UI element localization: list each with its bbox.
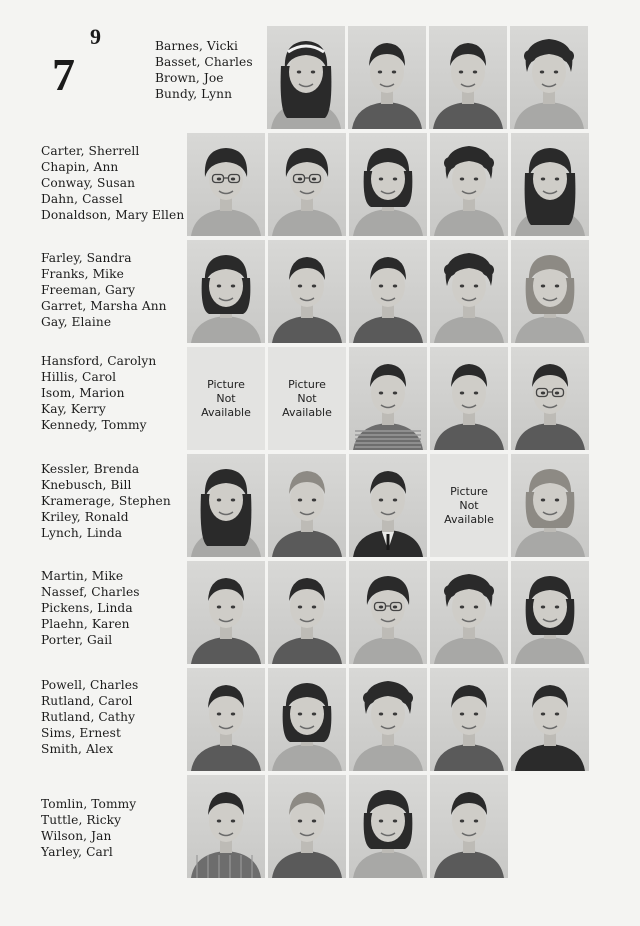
- picture-not-available-text: Picture Not Available: [282, 377, 332, 419]
- portrait-photo: [430, 775, 508, 878]
- portrait-photo: [267, 26, 345, 129]
- photo-row: [187, 347, 589, 450]
- student-name-list: [41, 568, 140, 648]
- portrait-photo: [268, 133, 346, 236]
- student-photo: [267, 26, 345, 129]
- portrait-photo: [511, 454, 589, 557]
- student-name: Barnes, Vicki: [155, 39, 239, 53]
- student-name: Freeman, Gary: [41, 283, 136, 297]
- student-photo: [511, 454, 589, 557]
- student-name: Brown, Joe: [155, 71, 224, 85]
- portrait-photo: [268, 240, 346, 343]
- student-name: Tuttle, Ricky: [41, 813, 122, 827]
- portrait-photo: [349, 454, 427, 557]
- picture-not-available: [430, 454, 508, 557]
- student-photo: [268, 561, 346, 664]
- photo-row: [187, 561, 589, 664]
- student-name: Pickens, Linda: [41, 601, 133, 615]
- photo-row: [267, 26, 588, 129]
- portrait-photo: [511, 668, 589, 771]
- student-name: Farley, Sandra: [41, 251, 132, 265]
- student-photo: [349, 775, 427, 878]
- portrait-photo: [430, 347, 508, 450]
- student-photo: [430, 775, 508, 878]
- student-photo: [511, 668, 589, 771]
- student-photo: [349, 240, 427, 343]
- portrait-photo: [349, 133, 427, 236]
- student-photo: [268, 133, 346, 236]
- student-photo: [268, 454, 346, 557]
- student-photo: [187, 668, 265, 771]
- student-name: Plaehn, Karen: [41, 617, 130, 631]
- portrait-photo: [268, 454, 346, 557]
- portrait-photo: [187, 133, 265, 236]
- portrait-photo: [187, 240, 265, 343]
- student-name: Hansford, Carolyn: [41, 354, 157, 368]
- student-name: Yarley, Carl: [41, 845, 113, 859]
- portrait-photo: [349, 240, 427, 343]
- portrait-photo: [349, 668, 427, 771]
- picture-not-available: [187, 347, 265, 450]
- student-name: Wilson, Jan: [41, 829, 112, 843]
- photo-row: [187, 240, 589, 343]
- student-photo: [268, 775, 346, 878]
- student-photo: [429, 26, 507, 129]
- student-photo: [348, 26, 426, 129]
- photo-row: [187, 454, 589, 557]
- student-name: Kessler, Brenda: [41, 462, 140, 476]
- portrait-photo: [430, 240, 508, 343]
- student-photo: [430, 561, 508, 664]
- student-photo: [430, 347, 508, 450]
- student-photo: [510, 26, 588, 129]
- student-photo: [268, 240, 346, 343]
- photo-row: [187, 775, 508, 878]
- portrait-photo: [511, 347, 589, 450]
- picture-not-available: [268, 347, 346, 450]
- student-name-list: [41, 796, 136, 860]
- student-name: Kramerage, Stephen: [41, 494, 171, 508]
- page-number: 9: [90, 24, 101, 49]
- portrait-photo: [348, 26, 426, 129]
- student-name: Hillis, Carol: [41, 370, 117, 384]
- student-name: Gay, Elaine: [41, 315, 112, 329]
- portrait-photo: [349, 347, 427, 450]
- student-name: Franks, Mike: [41, 267, 124, 281]
- portrait-photo: [349, 561, 427, 664]
- student-photo: [187, 454, 265, 557]
- portrait-photo: [187, 454, 265, 557]
- student-photo: [511, 561, 589, 664]
- student-name: Rutland, Cathy: [41, 710, 136, 724]
- student-name: Martin, Mike: [41, 569, 124, 583]
- student-photo: [187, 133, 265, 236]
- portrait-photo: [349, 775, 427, 878]
- grade-number: 7: [52, 49, 75, 100]
- student-photo: [349, 561, 427, 664]
- student-photo: [349, 133, 427, 236]
- student-name: Basset, Charles: [155, 55, 253, 69]
- portrait-photo: [429, 26, 507, 129]
- student-name: Kay, Kerry: [41, 402, 106, 416]
- student-name: Knebusch, Bill: [41, 478, 132, 492]
- student-name: Kennedy, Tommy: [41, 418, 147, 432]
- portrait-photo: [268, 775, 346, 878]
- student-name: Donaldson, Mary Ellen: [41, 208, 185, 222]
- student-name: Chapin, Ann: [41, 160, 119, 174]
- student-name: Bundy, Lynn: [155, 87, 233, 101]
- student-name: Isom, Marion: [41, 386, 125, 400]
- student-name-list: [41, 143, 184, 223]
- portrait-photo: [430, 668, 508, 771]
- portrait-photo: [268, 668, 346, 771]
- student-photo: [511, 240, 589, 343]
- portrait-photo: [511, 133, 589, 236]
- student-name: Smith, Alex: [41, 742, 114, 756]
- student-name-list: [41, 461, 171, 541]
- student-name: Carter, Sherrell: [41, 144, 140, 158]
- student-name-list: [41, 250, 167, 330]
- portrait-photo: [511, 561, 589, 664]
- portrait-photo: [187, 561, 265, 664]
- student-name: Conway, Susan: [41, 176, 136, 190]
- student-name: Rutland, Carol: [41, 694, 133, 708]
- student-name: Kriley, Ronald: [41, 510, 129, 524]
- student-name: Dahn, Cassel: [41, 192, 123, 206]
- picture-not-available-text: Picture Not Available: [201, 377, 251, 419]
- student-name-list: [155, 38, 253, 102]
- photo-row: [187, 133, 589, 236]
- student-photo: [430, 240, 508, 343]
- portrait-photo: [268, 561, 346, 664]
- student-photo: [349, 347, 427, 450]
- portrait-photo: [511, 240, 589, 343]
- student-photo: [187, 775, 265, 878]
- student-photo: [430, 668, 508, 771]
- photo-row: [187, 668, 589, 771]
- student-photo: [511, 133, 589, 236]
- portrait-photo: [430, 133, 508, 236]
- student-name: Lynch, Linda: [41, 526, 123, 540]
- student-photo: [349, 668, 427, 771]
- student-photo: [187, 561, 265, 664]
- picture-not-available-text: Picture Not Available: [444, 484, 494, 526]
- portrait-photo: [510, 26, 588, 129]
- student-name: Porter, Gail: [41, 633, 113, 647]
- student-photo: [187, 240, 265, 343]
- student-name-list: [41, 677, 138, 757]
- student-photo: [349, 454, 427, 557]
- student-name: Powell, Charles: [41, 678, 139, 692]
- portrait-photo: [187, 775, 265, 878]
- student-name-list: [41, 353, 156, 433]
- student-photo: [268, 668, 346, 771]
- portrait-photo: [430, 561, 508, 664]
- student-photo: [511, 347, 589, 450]
- student-name: Tomlin, Tommy: [41, 797, 137, 811]
- student-name: Garret, Marsha Ann: [41, 299, 167, 313]
- student-name: Nassef, Charles: [41, 585, 140, 599]
- portrait-photo: [187, 668, 265, 771]
- student-name: Sims, Ernest: [41, 726, 121, 740]
- student-photo: [430, 133, 508, 236]
